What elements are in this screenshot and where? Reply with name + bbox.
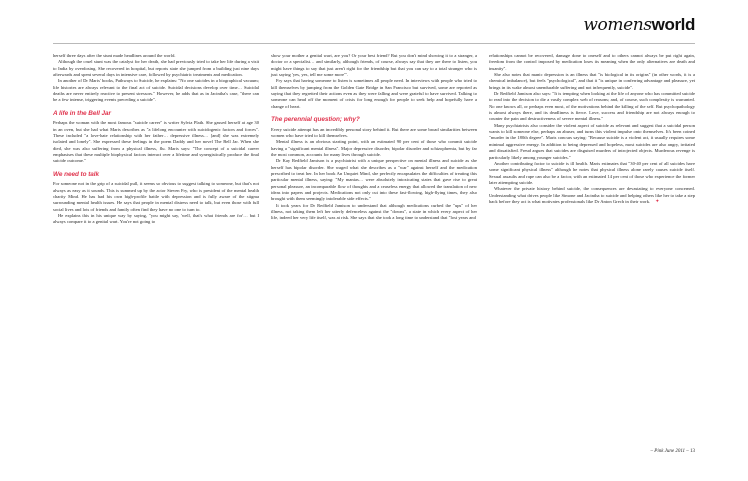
body-paragraph: show your mother a genital wart, are you? Or your best friend? But you don't mind showing it to a stranger, a doctor or a specialist… and similarly, although friends, of course, always say that they are there to listen, you might have things to say that just aren't right for the friendship but that you can say to a total stranger who is just saying 'yes, yes, tell me some more'". <box>271 53 477 78</box>
article-columns <box>53 53 695 435</box>
column-1 <box>53 53 259 435</box>
body-paragraph: Although the cruel stunt was the catalyst for her death, she had previously tried to take her life during a visit to India by overdosing. She recovered in hospital, but reports state she jumped from a building just nine days afterwards and spent several days in intensive care, followed by psychiatric treatments and medication. <box>53 59 259 78</box>
body-paragraph: In another of Dr Maris' books, Pathways to Suicide, he explains: "No one suicides in a biographical vacuum; life histories are always relevant to the final act of suicide. Suicidal decisions develop over time… Suicidal deaths are never entirely reactive to present stressors." However, he adds that as in Jacintha's case, "there can be a few intense, triggering events preceding a suicide". <box>53 78 259 103</box>
end-of-article-mark: ✦ <box>655 199 660 205</box>
body-paragraph: Fry says that having someone to listen is sometimes all people need. In interviews with people who tried to kill themselves by jumping from the Golden Gate Bridge in San Francisco but survived, some are reported as saying that they regretted their actions even as they were falling and were grateful to have survived. Talking to someone can head off the moment of crisis for long enough for people to seek help and hopefully have a change of heart. <box>271 78 477 109</box>
section-heading: A life in the Bell Jar <box>53 109 111 117</box>
section-heading: The perennial question; why? <box>271 116 360 124</box>
body-paragraph: It took years for Dr Redfield Jamison to understand that although medications curbed the "ups" of her illness, not taking them left her utterly defenceless against the "downs", a state in which every aspect of her life, indeed her very life itself, was at risk. She says that she took a long time to understand that "lost years and <box>271 202 477 221</box>
body-paragraph: Dr Kay Redfield Jamison is a psychiatrist with a unique perspective on mental illness and suicide as she herself has bipolar disorder. She waged what she describes as a "war" against herself and the medication prescribed to treat her. In her book An Unquiet Mind, she perfectly encapsulates the difficulties of treating this particular mental illness, saying: "My manias… were absolutely intoxicating states that gave rise to great personal pleasure, an incomparable flow of thoughts and a ceaseless energy that allowed the translation of new ideas into papers and projects. Medications not only cut into these fast-flowing, high-flying times, they also brought with them seemingly intolerable side effects." <box>271 158 477 202</box>
body-paragraph: Another contributing factor to suicide is ill health. Maris estimates that "30-40 per cent of all suicides have some significant physical illness" although he notes that physical illness alone rarely causes suicide itself. Sexual assaults and rape can also be a factor, with an estimated 14 per cent of those who experience the former later attempting suicide. <box>489 160 695 185</box>
footer-page-number: 13 <box>690 449 695 454</box>
body-paragraph: Dr Redfield Jamison also says: "It is tempting when looking at the life of anyone who has committed suicide to read into the decision to die a vastly complex web of reasons; and, of course, such complexity is warranted. No one knows all, or perhaps even most, of the motivations behind the killing of the self. But psychopathology is almost always there, and its deadliness is fierce. Love, success and friendship are not always enough to counter the pain and destructiveness of severe mental illness." <box>489 91 695 122</box>
body-paragraph: Every suicide attempt has an incredibly personal story behind it. But there are some broad similarities between women who have tried to kill themselves. <box>271 126 477 138</box>
section-heading: We need to talk <box>53 170 100 178</box>
body-paragraph: Whatever the private history behind suicide, the consequences are devastating to everyone concerned. Understanding what drives people like Simone and Jacintha to suicide and helping others like her to take a step back before they act is what motivates professionals like Dr Anton Grech in their work. ✦ <box>489 186 695 205</box>
body-paragraph: He explains this in his unique way by saying, "you might say, 'well, that's what friends are for'… but I always compare it to a genital wart. You're not going to <box>53 212 259 225</box>
body-paragraph: Mental illness is an obvious starting point, with an estimated 90 per cent of those who commit suicide having a "significant mental illness". Major depressive disorder, bipolar disorder and schizophrenia, but by far the most common, accounts for many lives through suicide. <box>271 139 477 157</box>
body-paragraph: For someone not in the grip of a suicidal pull, it seems so obvious to suggest talking to someone, but that's not always as easy as it sounds. This is summed up by the actor Steven Fry, who is president of the mental health charity Mind. He has had his own high-profile battle with depression and is fully aware of the stigma surrounding mental health issues. He says that people in mental distress need to talk, but even those with full social lives and lots of friends and family often find they have no one to turn to. <box>53 181 259 212</box>
column-3 <box>489 53 695 435</box>
body-paragraph: relationships cannot be recovered, damage done to oneself and to others cannot always be put right again, freedom from the control imposed by medication loses its meaning when the only alternatives are death and insanity". <box>489 53 695 71</box>
masthead-word-bold: world <box>651 15 695 34</box>
header-divider-rule <box>53 43 695 44</box>
masthead <box>0 14 695 36</box>
column-2 <box>271 53 477 435</box>
body-paragraph: Many psychiatrists also consider the violent aspect of suicide as relevant and suggest that a suicidal person wants to kill someone else, perhaps an abuser, and turns this violent impulse onto themselves. It's been coined "murder in the 180th degree". Maris concurs saying: "Because suicide is a violent act, it usually requires some minimal aggressive energy. In addition to being depressed and hopeless, most suicides are also angry, irritated and dissatisfied. Freud argues that suicides are disguised murders of introjected objects. Murderous revenge is particularly likely among younger suicides." <box>489 122 695 160</box>
page-footer <box>651 448 695 455</box>
masthead-word-italic: womens <box>583 15 652 35</box>
body-paragraph: She also notes that manic depression is an illness that "is biological in its origins" (in other words, it is a chemical imbalance), but feels "psychological", and that it "is unique in conferring advantage and pleasure, yet brings in its wake almost unendurable suffering and not infrequently, suicide". <box>489 72 695 90</box>
body-paragraph: herself three days after the stunt made headlines around the world. <box>53 53 176 58</box>
footer-credit: – Pink June 2011 – <box>650 449 689 454</box>
body-paragraph: Perhaps the woman with the most famous "suicide career" is writer Sylvia Plath. She gassed herself at age 30 in an oven, but she had what Maris describes as "a lifelong encounter with suicidogenic factors and forces". These included "a love-hate relationship with her father… depressive illness… [and] she was extremely isolated and lonely". She expressed these feelings in the poem Daddy and her novel The Bell Jar. When she died, she was also suffering from a physical illness, flu. Maris says: "The concept of a suicidal career emphasises that these multiple biophysical factors interact over a lifetime and synergistically produce the final suicide outcome." <box>53 120 259 164</box>
